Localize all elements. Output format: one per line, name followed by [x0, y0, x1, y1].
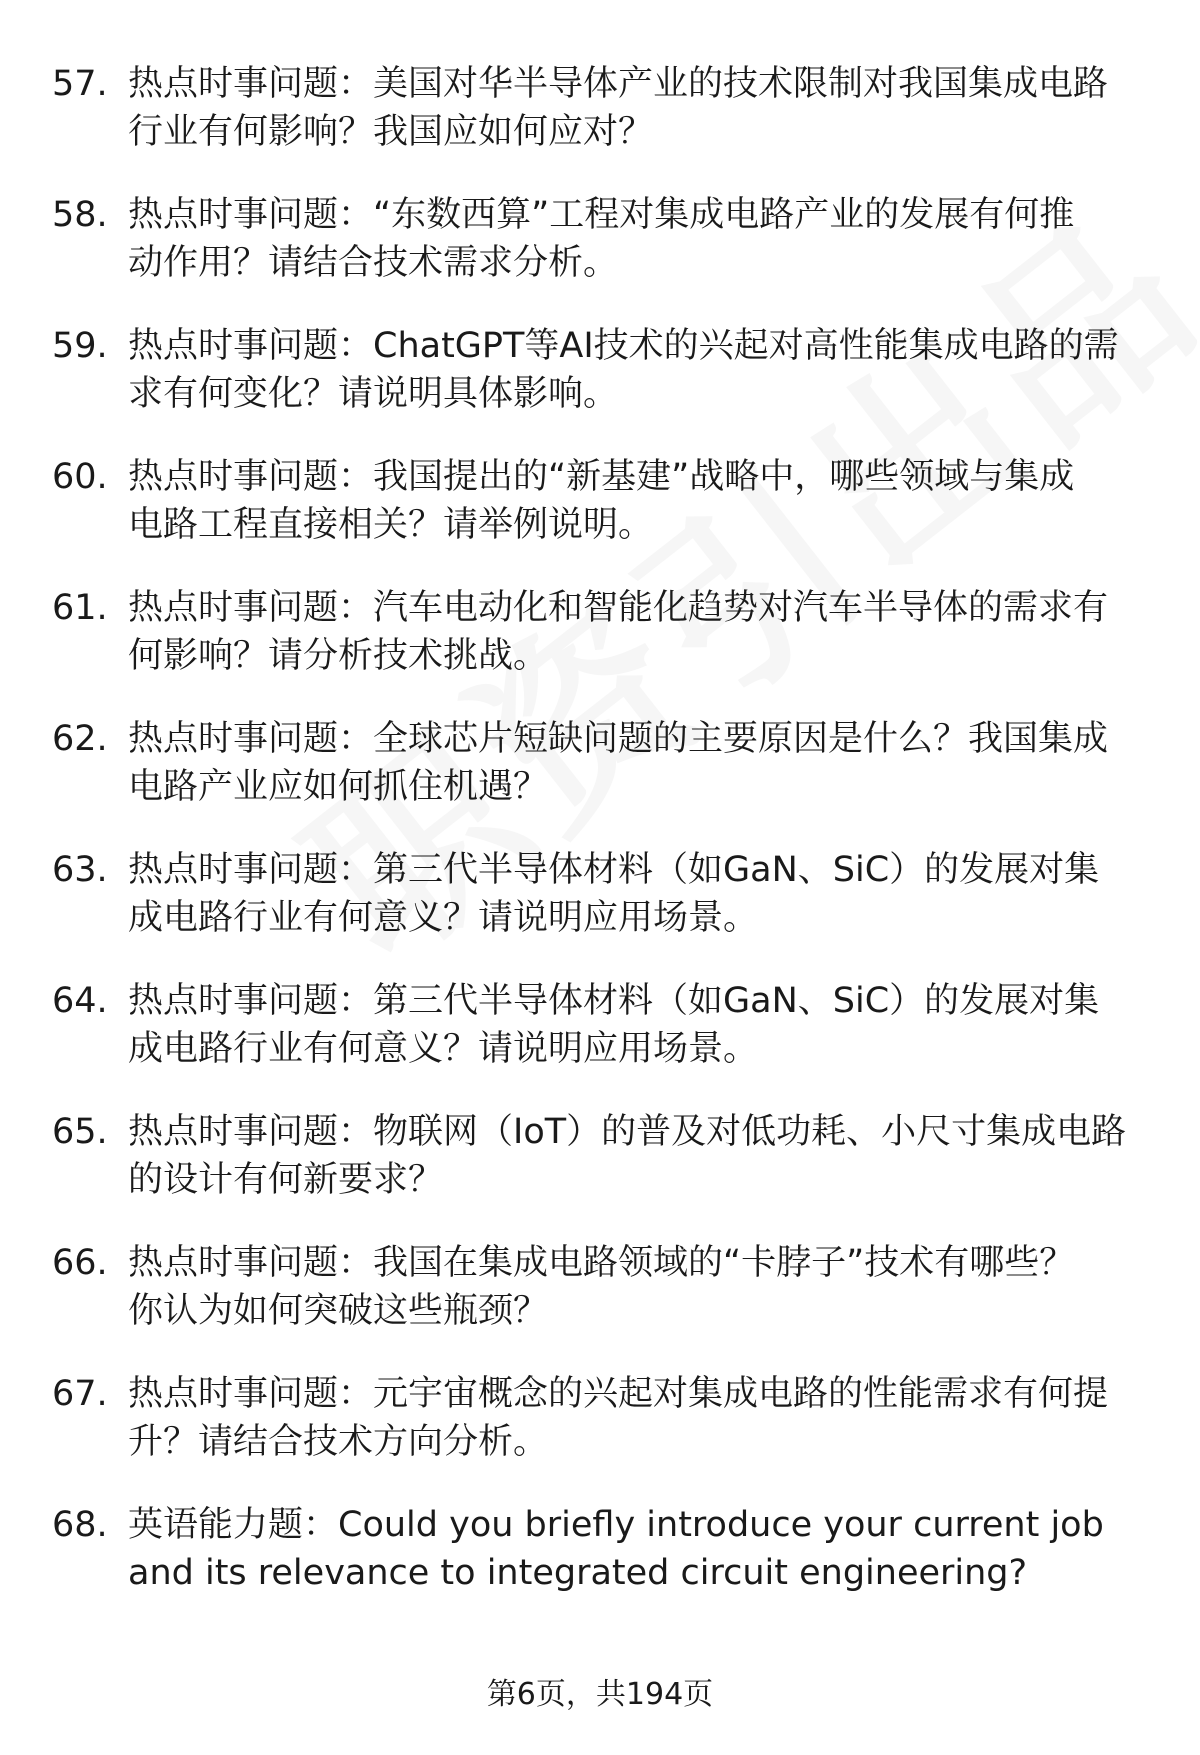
question-number: 66.: [52, 1243, 108, 1283]
question-text: [128, 60, 1158, 156]
question-number: 64.: [52, 981, 108, 1021]
question-number: 60.: [52, 457, 108, 497]
question-line: 动作用？请结合技术需求分析。: [128, 243, 619, 283]
question-text: [128, 1370, 1158, 1466]
question-number: 68.: [52, 1505, 108, 1545]
question-line: 热点时事问题：汽车电动化和智能化趋势对汽车半导体的需求有: [128, 588, 1109, 628]
question-item: [0, 1231, 1200, 1362]
question-number: 67.: [52, 1374, 108, 1414]
question-line: 成电路行业有何意义？请说明应用场景。: [128, 898, 759, 938]
question-item: [0, 1362, 1200, 1493]
question-item: [0, 707, 1200, 838]
question-item: [0, 576, 1200, 707]
page-footer: 第6页，共194页: [486, 1677, 714, 1712]
question-line: 行业有何影响？我国应如何应对？: [128, 112, 654, 152]
question-number: 57.: [52, 64, 108, 104]
question-number: 62.: [52, 719, 108, 759]
question-item: [0, 1493, 1200, 1624]
question-line: 求有何变化？请说明具体影响。: [128, 374, 619, 414]
question-line: 成电路行业有何意义？请说明应用场景。: [128, 1029, 759, 1069]
question-text: [128, 715, 1158, 811]
question-item: [0, 1100, 1200, 1231]
question-text: [128, 584, 1158, 680]
question-item: [0, 52, 1200, 183]
question-number: 65.: [52, 1112, 108, 1152]
question-line: 升？请结合技术方向分析。: [128, 1422, 549, 1462]
question-line: 热点时事问题：ChatGPT等AI技术的兴起对高性能集成电路的需: [128, 326, 1119, 366]
question-number: 58.: [52, 195, 108, 235]
question-line: 你认为如何突破这些瓶颈？: [128, 1291, 549, 1331]
question-text: [128, 1239, 1158, 1335]
question-item: [0, 314, 1200, 445]
question-line: 热点时事问题：第三代半导体材料（如GaN、SiC）的发展对集: [128, 850, 1100, 890]
question-line: 英语能力题：Could you briefly introduce your current job: [128, 1505, 1104, 1545]
question-item: [0, 445, 1200, 576]
question-item: [0, 838, 1200, 969]
question-line: 的设计有何新要求？: [128, 1160, 444, 1200]
question-line: 热点时事问题：我国在集成电路领域的“卡脖子”技术有哪些？: [128, 1243, 1075, 1283]
question-line: and its relevance to integrated circuit engineering?: [128, 1553, 1028, 1593]
question-number: 61.: [52, 588, 108, 628]
question-text: [128, 846, 1158, 942]
question-text: [128, 1108, 1158, 1204]
question-list: [0, 52, 1200, 1624]
question-line: 热点时事问题：“东数西算”工程对集成电路产业的发展有何推: [128, 195, 1075, 235]
question-line: 热点时事问题：第三代半导体材料（如GaN、SiC）的发展对集: [128, 981, 1100, 1021]
question-line: 热点时事问题：我国提出的“新基建”战略中，哪些领域与集成: [128, 457, 1075, 497]
question-text: [128, 453, 1158, 549]
question-line: 热点时事问题：全球芯片短缺问题的主要原因是什么？我国集成: [128, 719, 1109, 759]
question-text: [128, 322, 1158, 418]
question-item: [0, 969, 1200, 1100]
question-number: 59.: [52, 326, 108, 366]
question-line: 何影响？请分析技术挑战。: [128, 636, 549, 676]
question-text: [128, 191, 1158, 287]
question-text: [128, 1501, 1158, 1597]
question-line: 热点时事问题：美国对华半导体产业的技术限制对我国集成电路: [128, 64, 1109, 104]
question-line: 热点时事问题：物联网（IoT）的普及对低功耗、小尺寸集成电路: [128, 1112, 1127, 1152]
question-text: [128, 977, 1158, 1073]
question-line: 热点时事问题：元宇宙概念的兴起对集成电路的性能需求有何提: [128, 1374, 1109, 1414]
question-item: [0, 183, 1200, 314]
question-number: 63.: [52, 850, 108, 890]
question-line: 电路工程直接相关？请举例说明。: [128, 505, 654, 545]
question-line: 电路产业应如何抓住机遇？: [128, 767, 549, 807]
